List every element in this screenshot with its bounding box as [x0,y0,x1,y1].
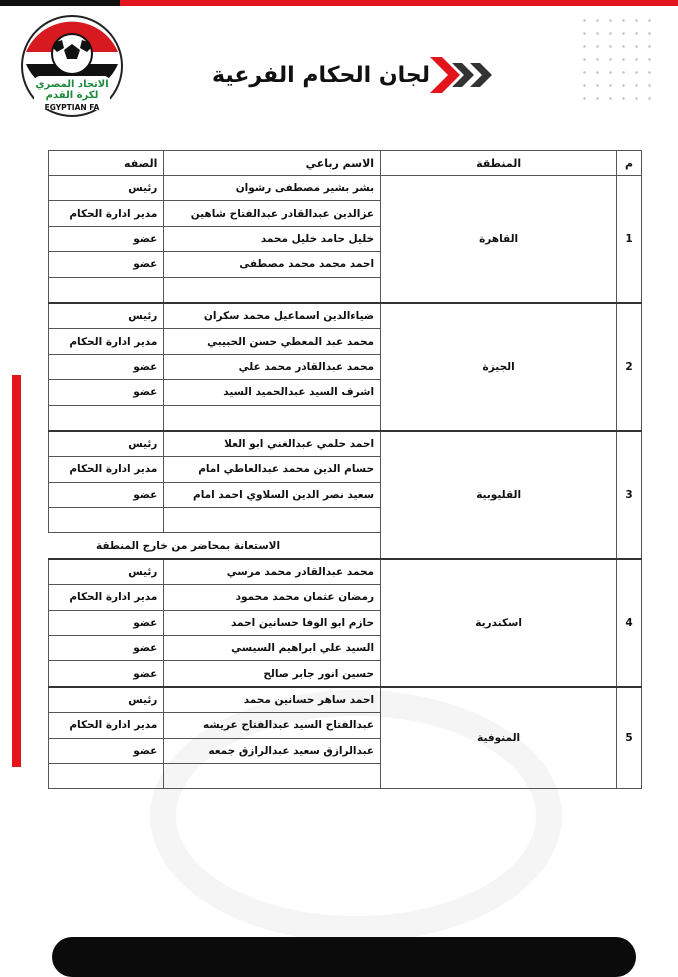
cell-role [49,508,164,533]
cell-role: مدير ادارة الحكام [49,201,164,226]
cell-role: عضو [49,661,164,687]
header-role: الصفه [49,151,164,176]
cell-role: مدير ادارة الحكام [49,585,164,610]
cell-num: 5 [617,687,642,789]
header-num: م [617,151,642,176]
cell-role: عضو [49,482,164,507]
cell-name: محمد عبد المعطي حسن الحبيبي [164,329,381,354]
cell-name: محمد عبدالقادر محمد علي [164,354,381,379]
cell-name: عبدالرازق سعيد عبدالرازق جمعه [164,738,381,763]
cell-num: 1 [617,176,642,303]
chevron-icon [430,53,496,97]
cell-role: عضو [49,226,164,251]
cell-region: القليوبية [381,431,617,559]
cell-role: مدير ادارة الحكام [49,457,164,482]
cell-role: مدير ادارة الحكام [49,713,164,738]
bottom-black-bar [52,937,636,977]
cell-name: احمد حلمي عبدالغني ابو العلا [164,431,381,457]
logo-text-line3: EGYPTIAN FA [44,103,100,112]
cell-name: احمد ساهر حسانين محمد [164,687,381,713]
table-row [49,687,642,713]
table-row [49,431,642,457]
page-title: لجان الحكام الفرعية [212,62,430,88]
cell-role: رئيس [49,176,164,201]
table-row [49,303,642,329]
top-black-stripe [0,0,130,6]
cell-region: الجيزة [381,303,617,431]
header-region: المنطقة [381,151,617,176]
cell-region: اسكندرية [381,559,617,687]
cell-role: عضو [49,738,164,763]
cell-name: حسين انور جابر صالح [164,661,381,687]
cell-name: ضياءالدين اسماعيل محمد سكران [164,303,381,329]
cell-name [164,277,381,303]
cell-name: رمضان عثمان محمد محمود [164,585,381,610]
cell-name: اشرف السيد عبدالحميد السيد [164,380,381,405]
cell-role: عضو [49,610,164,635]
cell-name: خليل حامد خليل محمد [164,226,381,251]
page-header [200,52,510,98]
cell-role: عضو [49,252,164,277]
cell-name: بشر بشير مصطفى رشوان [164,176,381,201]
logo-text-line1: الاتحاد المصري [35,79,109,90]
cell-role [49,277,164,303]
cell-note: الاستعانة بمحاضر من خارج المنطقة [49,533,381,559]
table-row [49,176,642,201]
cell-name: سعيد نصر الدين السلاوي احمد امام [164,482,381,507]
cell-role: رئيس [49,559,164,585]
cell-name: محمد عبدالقادر محمد مرسي [164,559,381,585]
cell-role: رئيس [49,431,164,457]
cell-num: 2 [617,303,642,431]
cell-name: حازم ابو الوفا حسانين احمد [164,610,381,635]
cell-name [164,508,381,533]
left-red-bar [12,375,21,767]
cell-name: عبدالفتاح السيد عبدالفتاح عريشه [164,713,381,738]
cell-name [164,763,381,788]
cell-role: عضو [49,636,164,661]
cell-role: رئيس [49,687,164,713]
cell-name: السيد علي ابراهيم السيسي [164,636,381,661]
table-header-row [49,151,642,176]
committees-table [48,150,642,790]
table-row [49,559,642,585]
logo-text-line2: لكرة القدم [45,90,99,101]
cell-name [164,405,381,431]
top-red-stripe [120,0,678,6]
dot-pattern-decoration [578,14,660,102]
header-name: الاسم رباعي [164,151,381,176]
cell-role: عضو [49,380,164,405]
cell-role: مدير ادارة الحكام [49,329,164,354]
cell-num: 4 [617,559,642,687]
cell-role: رئيس [49,303,164,329]
cell-region: القاهرة [381,176,617,303]
cell-name: حسام الدين محمد عبدالعاطي امام [164,457,381,482]
cell-role [49,405,164,431]
cell-region: المنوفية [381,687,617,789]
egyptian-fa-logo [20,12,124,120]
cell-role [49,763,164,788]
cell-role: عضو [49,354,164,379]
cell-name: عزالدين عبدالقادر عبدالفتاح شاهين [164,201,381,226]
cell-num: 3 [617,431,642,559]
cell-name: احمد محمد محمد مصطفى [164,252,381,277]
